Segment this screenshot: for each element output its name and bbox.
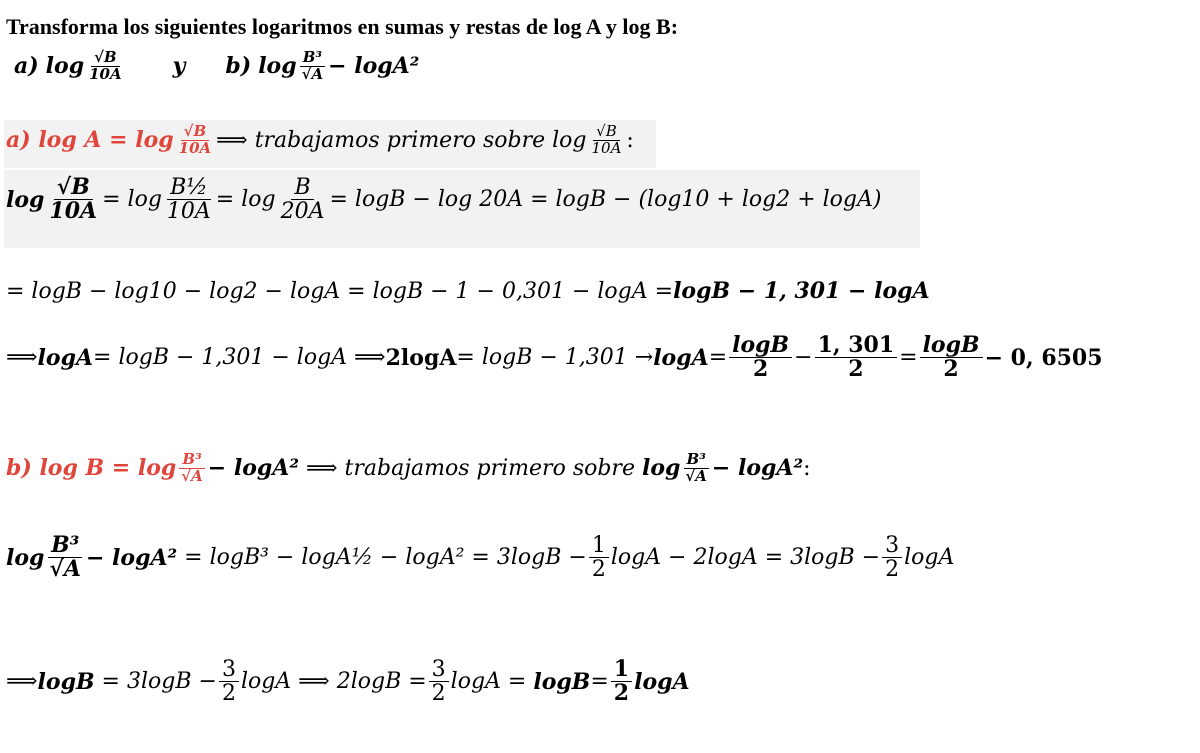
part-b-line2-d1: 2 [221,681,236,707]
intro-b-tail: − logA² [328,53,420,80]
part-b-line1-num: B³ [48,534,82,558]
part-b-heading-tail: − logA² [711,455,804,482]
part-b-heading-fraction2 [682,452,710,485]
intro-a-denominator: 10A [89,64,122,83]
part-b-line1-rest2: logA − 2logA = 3logB − [610,545,881,571]
part-b-heading-text: ⟹ trabajamos primero sobre [299,455,642,481]
part-a-line1-num2: B½ [167,176,211,200]
part-a-line3-e: = logB − 1,301 → [456,345,654,371]
part-a-line3-f: logA [653,344,709,371]
part-a-line3-eq: = [899,345,918,371]
part-b-heading-num2: B³ [684,452,709,469]
part-b-heading-den: √A [181,466,203,485]
part-a-line1-den1: 10A [49,198,98,225]
part-a-line2-plain: = logB − log10 − log2 − logA = logB − 1 − 0,301 − logA = [6,278,674,304]
part-b-heading-num: B³ [179,452,204,469]
part-a-heading [6,124,634,157]
part-a-line3-frac1 [729,334,792,381]
part-b-line1-n1: 1 [589,534,609,558]
part-a-line3-frac2 [815,334,898,381]
part-b-heading-end: : [803,455,811,481]
part-a-line2-bold: logB − 1, 301 − logA [673,278,930,304]
part-a-line1 [6,176,881,223]
intro-line [14,50,419,83]
part-a-line3 [6,334,1103,381]
part-b-line1-bold: − logA² [85,544,178,571]
part-b-line2-n3: 1 [611,658,632,682]
part-b-line1-rest1: = logB³ − logA½ − logA² = 3logB − [177,545,587,571]
part-b-line2-frac1 [219,658,239,705]
part-a-heading-text: ⟹ trabajamos primero sobre log [216,127,587,153]
part-b-heading-den2: √A [685,466,707,485]
part-a-line3-n2: 1, 301 [815,334,898,358]
part-a-line1-num1: √B [54,176,93,200]
part-b-line2-d: logA ⟹ 2logB = [240,669,427,695]
part-b-line1-frac [46,534,84,581]
part-b-line2-d3: 2 [613,680,630,707]
part-a-heading-fraction2 [588,124,624,157]
part-a-heading-den: 10A [178,138,212,157]
part-b-line2 [6,658,690,705]
part-b-heading-fraction [178,452,206,485]
part-a-line1-num3: B [291,176,313,200]
part-a-line2 [6,278,930,304]
part-a-heading-den2: 10A [591,138,622,157]
part-a-line1-frac3 [278,176,328,223]
part-a-line1-den3: 20A [280,199,325,225]
part-a-line1-eq1: = log [102,187,162,213]
part-b-heading-prefix: b) log B = log [6,455,177,482]
part-a-line1-frac1 [46,176,100,223]
part-a-line3-n1: logB [729,334,792,358]
part-b-line1 [6,534,954,581]
part-b-line1-frac2 [882,534,902,581]
part-a-line3-d1: 2 [752,356,769,383]
part-b-line1-d1: 2 [591,557,606,583]
part-a-line3-a: ⟹ [6,345,38,371]
part-b-line2-n1: 3 [219,658,239,682]
intro-a-numerator: √B [91,50,120,67]
part-a-line3-end: − 0, 6505 [984,344,1103,371]
part-b-line1-rest3: logA [904,545,955,571]
part-b-line2-d2: 2 [431,681,446,707]
part-a-line3-frac3 [920,334,983,381]
part-a-heading-end: : [626,127,634,153]
part-b-line1-frac1 [589,534,609,581]
part-a-line3-b: logA [37,344,94,371]
part-b-heading-log: log [641,455,681,482]
part-b-line2-frac2 [429,658,449,705]
part-b-line1-n2: 3 [882,534,902,558]
part-a-heading-num: √B [181,124,210,141]
intro-b-log: log [258,53,297,80]
part-b-line2-h: logA [634,668,690,695]
part-b-line1-d2: 2 [885,557,900,583]
part-b-line1-den: √A [49,556,81,583]
part-b-line2-frac3 [611,658,632,705]
part-b-line1-log: log [6,544,45,571]
part-a-line3-g: = [708,345,728,371]
part-a-line3-c: = logB − 1,301 − logA ⟹ [93,345,386,371]
part-b-line2-a: ⟹ [6,669,38,695]
intro-b-label: b) [225,53,252,80]
part-a-heading-fraction [176,124,215,157]
part-b-line2-b: logB [37,668,95,695]
part-a-line1-eq2: = log [215,187,276,213]
part-a-line1-log: log [6,186,45,213]
part-b-line2-g: = [590,669,609,695]
part-a-line1-den2: 10A [166,199,211,225]
part-a-line1-rest: = logB − log 20A = logB − (log10 + log2 + logA) [329,187,882,213]
part-a-line3-d: 2logA [385,344,457,371]
part-a-line3-n3: logB [920,334,983,358]
intro-b-numerator: B³ [300,50,325,67]
intro-a-fraction [86,50,125,83]
intro-conj: y [172,53,186,80]
part-b-heading [6,452,811,485]
intro-b-denominator: √A [301,64,324,83]
part-b-line2-c: = 3logB − [94,669,217,695]
part-a-line3-minus: − [794,345,813,371]
part-a-heading-prefix: a) log A = log [6,127,174,154]
part-b-line2-f: logB [533,668,591,695]
intro-b-fraction [299,50,327,83]
exercise-title-text: Transforma los siguientes logaritmos en sumas y restas de log A y log B: [6,14,679,39]
part-b-heading-mid: − logA² [207,455,300,482]
part-a-line3-d3: 2 [943,356,959,383]
part-b-line2-e: logA = [450,669,534,695]
part-a-line1-frac2 [164,176,214,223]
intro-a-label: a) [14,53,39,80]
part-b-line2-n2: 3 [429,658,449,682]
part-a-line3-d2: 2 [848,356,864,383]
exercise-title [6,14,678,40]
part-a-heading-num2: √B [593,124,620,141]
intro-a-log: log [45,53,85,80]
